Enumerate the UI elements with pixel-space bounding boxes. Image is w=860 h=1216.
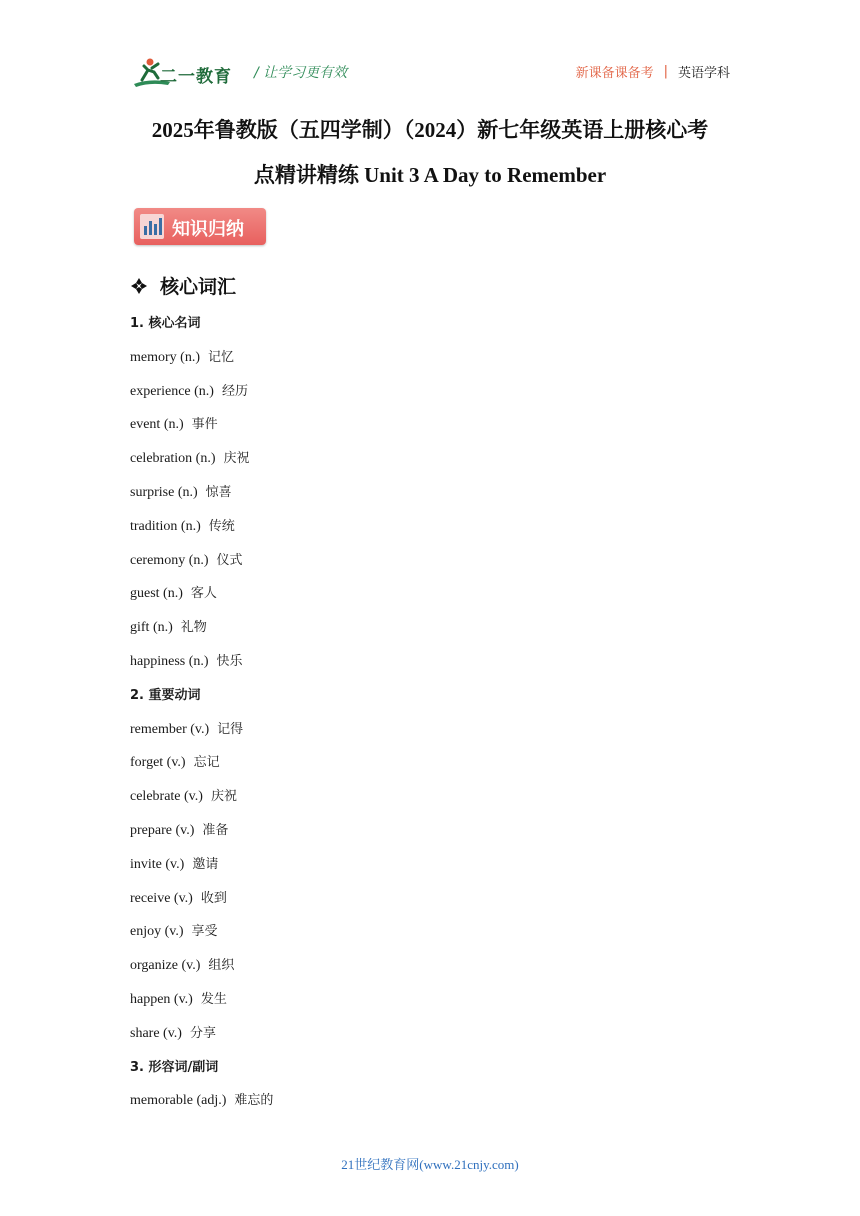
page-footer: 21世纪教育网(www.21cnjy.com) <box>341 1157 519 1172</box>
vocab-meaning: 礼物 <box>180 620 207 635</box>
vocab-word: enjoy (v.) <box>130 924 184 939</box>
logo-text: 二一教育 <box>160 67 232 87</box>
vocab-word: forget (v.) <box>130 755 186 770</box>
vocab-word: happiness (n.) <box>130 654 209 669</box>
vocab-word: organize (v.) <box>130 958 201 973</box>
header-highlight: 新课备课备考 <box>575 66 654 81</box>
vocab-item <box>130 416 218 434</box>
vocab-word: surprise (n.) <box>130 485 198 500</box>
vocab-word: receive (v.) <box>130 891 193 906</box>
group-heading-text: 1. 核心名词 <box>130 316 201 331</box>
vocab-meaning: 忘记 <box>193 755 220 770</box>
header-subject: 英语学科 <box>677 66 730 81</box>
vocab-meaning: 客人 <box>190 586 217 601</box>
vocab-item <box>130 923 218 941</box>
vocab-item <box>130 991 227 1009</box>
vocab-item <box>130 721 243 739</box>
page-header <box>130 56 730 92</box>
knowledge-badge <box>134 208 266 245</box>
vocab-item <box>130 518 235 536</box>
group-heading <box>130 315 201 333</box>
vocab-meaning: 惊喜 <box>205 485 232 500</box>
vocab-item <box>130 788 237 806</box>
vocab-word: celebration (n.) <box>130 451 216 466</box>
group-heading <box>130 687 201 705</box>
vocab-meaning: 庆祝 <box>210 789 237 804</box>
vocab-word: gift (n.) <box>130 620 173 635</box>
vocab-meaning: 记得 <box>217 722 244 737</box>
vocab-item <box>130 619 207 637</box>
vocab-word: guest (n.) <box>130 586 183 601</box>
section-title: 核心词汇 <box>160 276 237 298</box>
vocab-word: happen (v.) <box>130 992 193 1007</box>
vocab-meaning: 享受 <box>191 924 218 939</box>
group-heading <box>130 1059 218 1077</box>
vocab-item <box>130 957 234 975</box>
vocab-word: memory (n.) <box>130 350 200 365</box>
vocab-item <box>130 552 243 570</box>
vocab-meaning: 邀请 <box>192 857 219 872</box>
vocab-meaning: 记忆 <box>207 350 234 365</box>
page-title-line-2: 点精讲精练 Unit 3 A Day to Remember <box>253 163 607 187</box>
vocab-word: experience (n.) <box>130 384 214 399</box>
vocab-item <box>130 349 234 367</box>
vocab-meaning: 传统 <box>208 519 235 534</box>
vocab-word: invite (v.) <box>130 857 185 872</box>
vocab-meaning: 经历 <box>221 384 248 399</box>
slogan: / 让学习更有效 <box>254 65 348 81</box>
vocab-meaning: 分享 <box>189 1026 216 1041</box>
vocab-word: celebrate (v.) <box>130 789 203 804</box>
vocab-meaning: 组织 <box>208 958 235 973</box>
vocab-word: tradition (n.) <box>130 519 201 534</box>
vocab-meaning: 准备 <box>202 823 229 838</box>
header-right <box>576 62 730 81</box>
header-separator: | <box>663 64 668 79</box>
page-title-line-1: 2025年鲁教版（五四学制）（2024）新七年级英语上册核心考 <box>151 118 709 142</box>
vocab-word: remember (v.) <box>130 722 210 737</box>
vocab-item <box>130 1092 273 1110</box>
vocab-item <box>130 856 218 874</box>
vocab-word: ceremony (n.) <box>130 553 209 568</box>
vocab-meaning: 快乐 <box>216 654 243 669</box>
vocab-meaning: 发生 <box>200 992 227 1007</box>
vocab-meaning: 庆祝 <box>223 451 250 466</box>
book-chart-icon <box>138 212 166 241</box>
vocab-word: prepare (v.) <box>130 823 195 838</box>
vocab-meaning: 收到 <box>200 891 227 906</box>
vocab-item <box>130 450 250 468</box>
section-heading <box>130 272 236 299</box>
vocab-item <box>130 1025 216 1043</box>
vocab-meaning: 仪式 <box>216 553 243 568</box>
vocab-word: event (n.) <box>130 417 184 432</box>
vocab-item <box>130 890 227 908</box>
vocab-word: share (v.) <box>130 1026 182 1041</box>
vocab-item <box>130 585 217 603</box>
group-heading-text: 2. 重要动词 <box>130 688 201 703</box>
diamond-bullet-icon <box>130 277 148 295</box>
group-heading-text: 3. 形容词/副词 <box>130 1060 219 1075</box>
vocab-item <box>130 754 220 772</box>
vocab-item <box>130 653 243 671</box>
vocab-meaning: 事件 <box>191 417 218 432</box>
vocab-item <box>130 383 248 401</box>
vocab-item <box>130 822 228 840</box>
vocab-item <box>130 484 232 502</box>
vocab-meaning: 难忘的 <box>234 1093 274 1108</box>
badge-label: 知识归纳 <box>172 219 244 240</box>
vocab-word: memorable (adj.) <box>130 1093 227 1108</box>
